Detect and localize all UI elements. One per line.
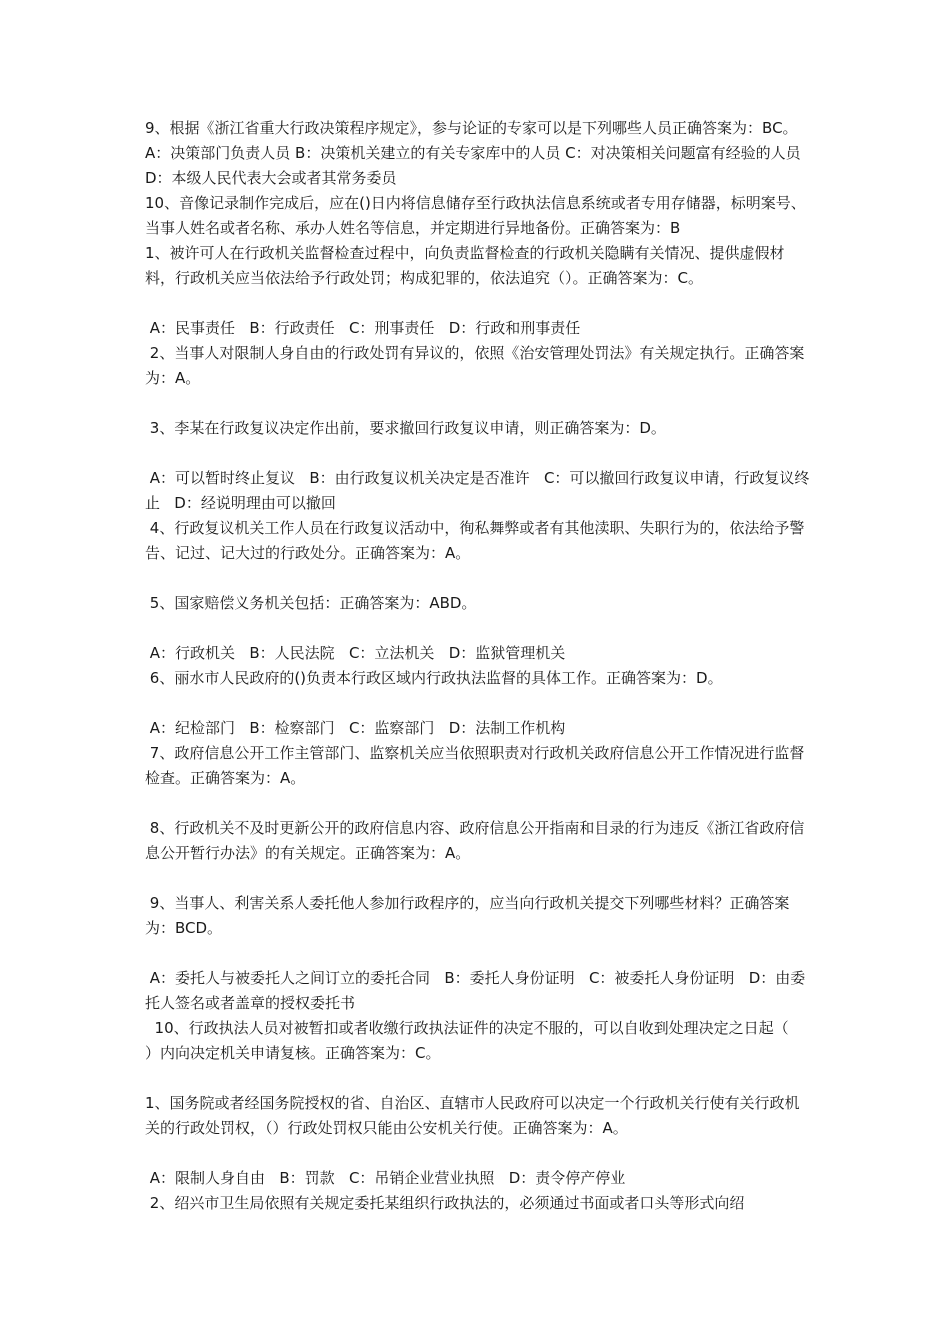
question-paragraph: 1、被许可人在行政机关监督检查过程中，向负责监督检查的行政机关隐瞒有关情况、提供虚假材料，行政机关应当依法给予行政处罚；构成犯罪的，依法追究（）。正确答案为：C。 (145, 244, 785, 287)
question-paragraph: 2、绍兴市卫生局依照有关规定委托某组织行政执法的，必须通过书面或者口头等形式向绍 (145, 1194, 745, 1212)
question-paragraph: 6、丽水市人民政府的()负责本行政区域内行政执法监督的具体工作。正确答案为：D。 (145, 669, 723, 687)
blank-line (145, 566, 810, 591)
question-paragraph: 9、根据《浙江省重大行政决策程序规定》，参与论证的专家可以是下列哪些人员正确答案为：BC。A：决策部门负责人员 B：决策机关建立的有关专家库中的人员 C：对决策相关问题富有经验的人员 D：本级人民代表大会或者其常务委员 (145, 119, 806, 187)
question-paragraph: 3、李某在行政复议决定作出前，要求撤回行政复议申请，则正确答案为：D。 (145, 419, 666, 437)
question-paragraph: A：可以暂时终止复议 B：由行政复议机关决定是否准许 C：可以撤回行政复议申请，行政复议终止 D：经说明理由可以撤回 (145, 469, 810, 512)
question-paragraph: 10、音像记录制作完成后，应在()日内将信息储存至行政执法信息系统或者专用存储器，标明案号、当事人姓名或者名称、承办人姓名等信息，并定期进行异地备份。正确答案为：B (145, 194, 806, 237)
blank-line (145, 616, 810, 641)
question-paragraph: 4、行政复议机关工作人员在行政复议活动中，徇私舞弊或者有其他渎职、失职行为的，依法给予警告、记过、记大过的行政处分。正确答案为：A。 (145, 519, 805, 562)
blank-line (145, 941, 810, 966)
blank-line (145, 866, 810, 891)
question-paragraph: 2、当事人对限制人身自由的行政处罚有异议的，依照《治安管理处罚法》有关规定执行。正确答案为：A。 (145, 344, 805, 387)
question-paragraph: 5、国家赔偿义务机关包括：正确答案为：ABD。 (145, 594, 477, 612)
question-paragraph: 10、行政执法人员对被暂扣或者收缴行政执法证件的决定不服的，可以自收到处理决定之日起（ ）内向决定机关申请复核。正确答案为：C。 (145, 1019, 823, 1062)
blank-line (145, 791, 810, 816)
blank-line (145, 391, 810, 416)
blank-line (145, 441, 810, 466)
question-paragraph: A：行政机关 B：人民法院 C：立法机关 D：监狱管理机关 (145, 644, 566, 662)
blank-line (145, 1066, 810, 1091)
blank-line (145, 291, 810, 316)
question-paragraph: 9、当事人、利害关系人委托他人参加行政程序的，应当向行政机关提交下列哪些材料？正确答案为：BCD。 (145, 894, 790, 937)
question-paragraph: A：限制人身自由 B：罚款 C：吊销企业营业执照 D：责令停产停业 (145, 1169, 626, 1187)
question-paragraph: 1、国务院或者经国务院授权的省、自治区、直辖市人民政府可以决定一个行政机关行使有关行政机关的行政处罚权，（）行政处罚权只能由公安机关行使。正确答案为：A。 (145, 1094, 800, 1137)
document-body (145, 116, 823, 1216)
blank-line (145, 691, 810, 716)
blank-line (145, 1141, 810, 1166)
question-paragraph: A：民事责任 B：行政责任 C：刑事责任 D：行政和刑事责任 (145, 319, 581, 337)
question-paragraph: 8、行政机关不及时更新公开的政府信息内容、政府信息公开指南和目录的行为违反《浙江省政府信息公开暂行办法》的有关规定。正确答案为：A。 (145, 819, 805, 862)
question-paragraph: A：纪检部门 B：检察部门 C：监察部门 D：法制工作机构 (145, 719, 566, 737)
question-paragraph: 7、政府信息公开工作主管部门、监察机关应当依照职责对行政机关政府信息公开工作情况进行监督检查。正确答案为：A。 (145, 744, 805, 787)
question-paragraph: A：委托人与被委托人之间订立的委托合同 B：委托人身份证明 C：被委托人身份证明 D：由委托人签名或者盖章的授权委托书 (145, 969, 806, 1012)
